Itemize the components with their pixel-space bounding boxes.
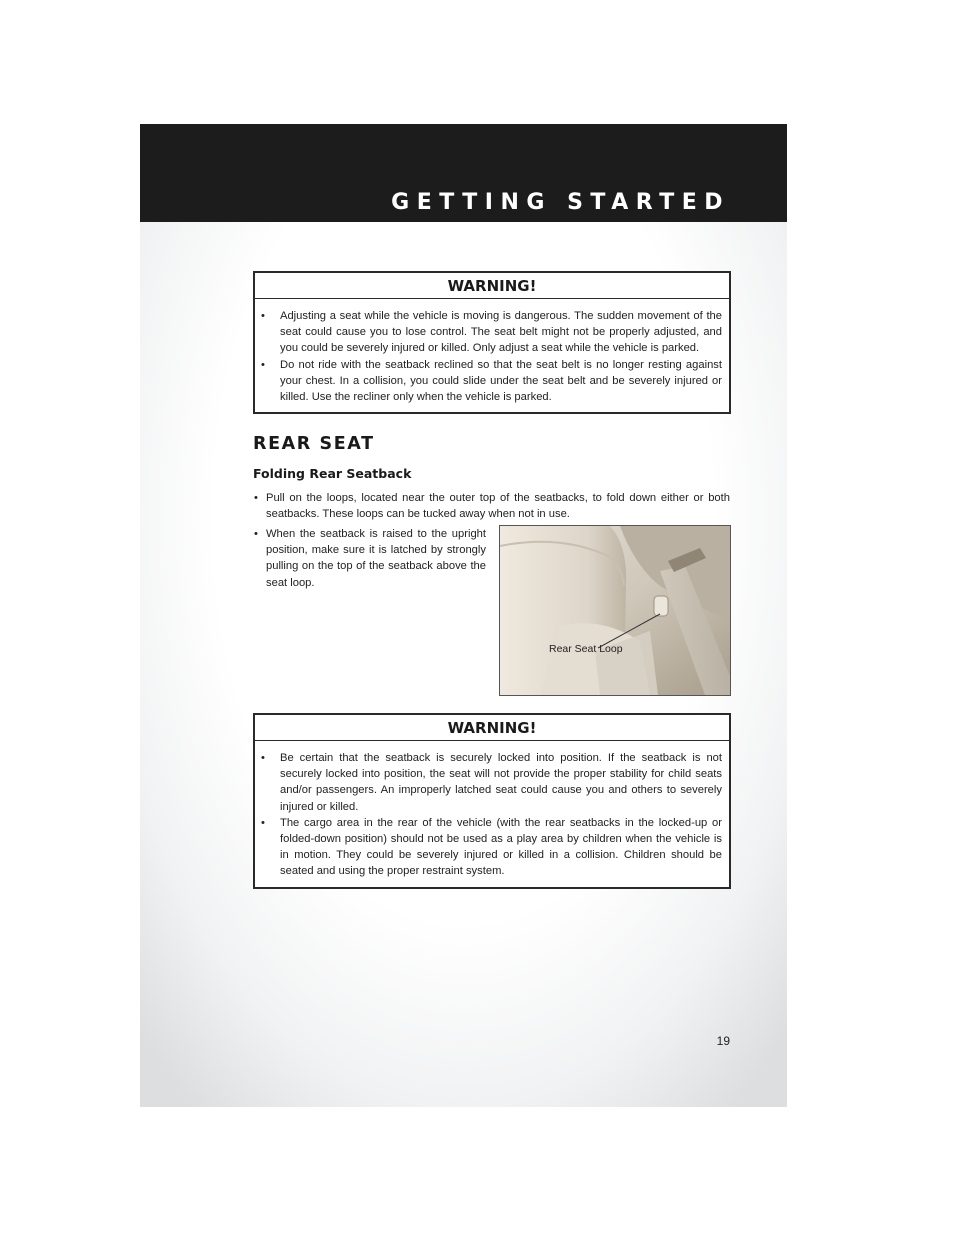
warning-item	[255, 357, 722, 406]
warning-list	[255, 741, 729, 887]
warning-box-seat-adjustment	[253, 271, 731, 414]
bullet-icon: •	[261, 752, 265, 764]
subsection-title: Folding Rear Seatback	[253, 466, 412, 481]
warning-title: WARNING!	[255, 715, 729, 741]
warning-item	[255, 308, 722, 357]
instruction-item-text: Pull on the loops, located near the outer top of the seatbacks, to fold down either or both seatbacks. These loops can be tucked away when not in use.	[266, 492, 730, 521]
warning-title: WARNING!	[255, 273, 729, 299]
warning-box-seatback-lock	[253, 713, 731, 889]
instruction-list-narrow	[253, 526, 486, 591]
warning-list	[255, 299, 729, 412]
warning-item-text: Adjusting a seat while the vehicle is moving is dangerous. The sudden movement of the seat could cause you to lose control. The seat belt might not be properly adjusted, and you could be severely injured or killed. Only adjust a seat while the vehicle is parked.	[280, 310, 722, 355]
instruction-list-full	[253, 490, 730, 522]
instruction-item	[253, 490, 730, 522]
instruction-item-text: When the seatback is raised to the upright position, make sure it is latched by strongly pulling on the top of the seatback above the seat loop.	[266, 528, 486, 589]
section-title: REAR SEAT	[253, 434, 375, 454]
header-band	[140, 124, 787, 222]
warning-item	[255, 750, 722, 815]
warning-item	[255, 815, 722, 880]
bullet-icon: •	[254, 492, 258, 504]
bullet-icon: •	[261, 816, 265, 829]
rear-seat-loop-photo	[499, 525, 731, 696]
page-number: 19	[716, 1034, 730, 1048]
bullet-icon: •	[261, 358, 265, 371]
warning-item-text: Do not ride with the seatback reclined so that the seat belt is no longer resting against your chest. In a collision, you could slide under the seat belt and be severely injured or killed. Use the recliner only when the vehicle is parked.	[280, 358, 722, 404]
warning-item-text: Be certain that the seatback is securely locked into position. If the seatback is not securely locked into position, the seat will not provide the proper stability for child seats and/or passengers. An improperly latched seat could cause you and others to severely injured or killed.	[280, 752, 722, 813]
rear-seat-illustration	[500, 526, 730, 695]
bullet-icon: •	[261, 310, 265, 322]
bullet-icon: •	[254, 528, 258, 540]
photo-caption: Rear Seat Loop	[549, 643, 623, 655]
warning-item-text: The cargo area in the rear of the vehicle (with the rear seatbacks in the locked-up or folded-down position) should not be used as a play area by children when the vehicle is in motion. They could be severely injured or killed in a collision. Children should be seated and using the proper restraint system.	[280, 816, 722, 878]
section-header-title: GETTING STARTED	[391, 190, 730, 215]
manual-page	[140, 124, 787, 1107]
instruction-item	[253, 526, 486, 591]
